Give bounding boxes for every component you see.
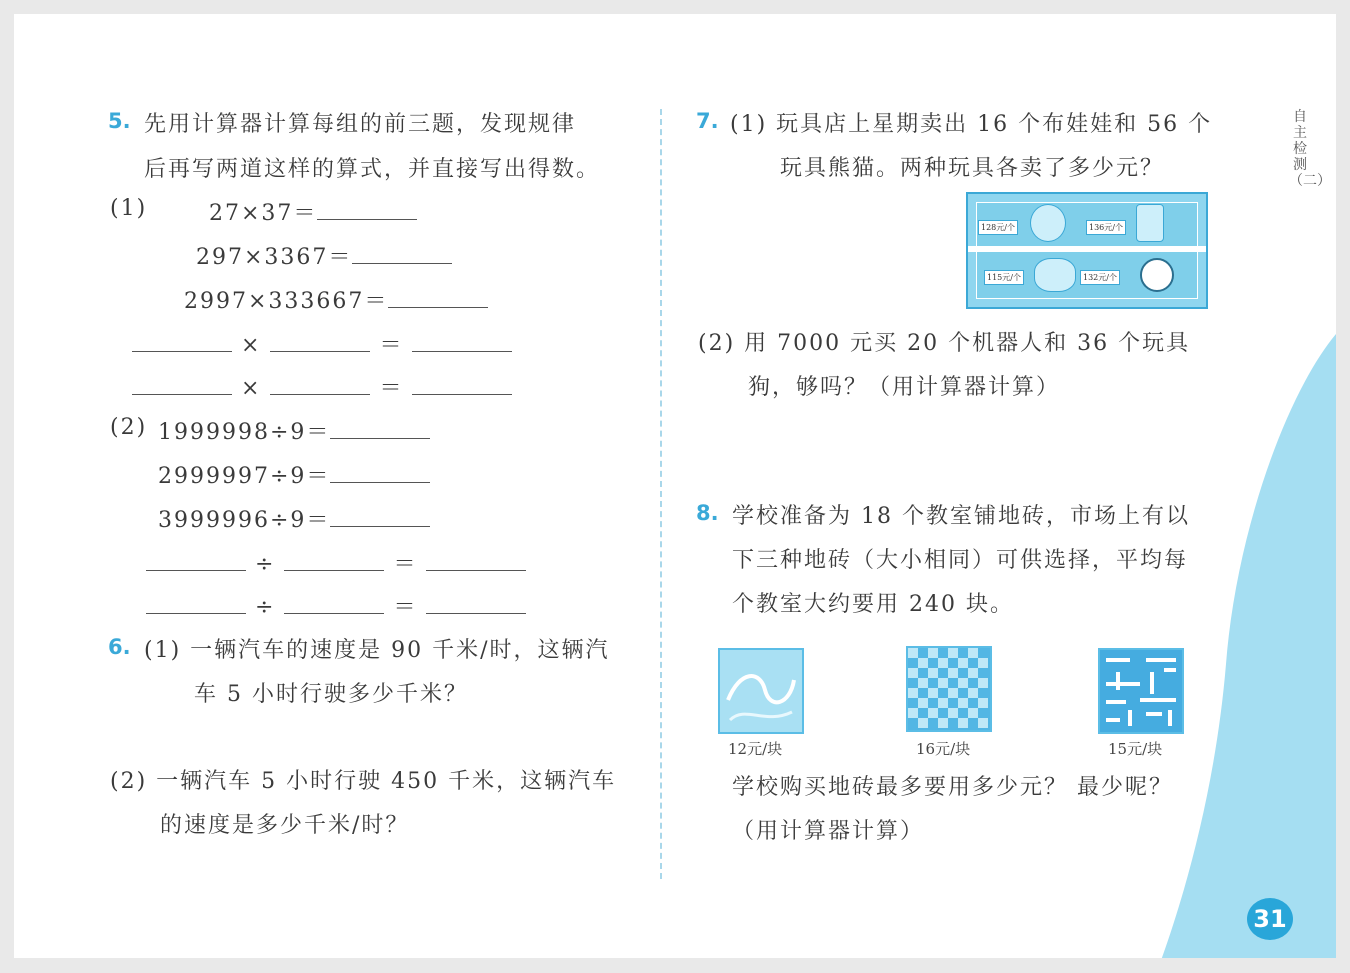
q5-p2-write1: ÷ ＝ bbox=[146, 547, 526, 578]
q5-number: 5. bbox=[108, 109, 131, 133]
q6-p2-line2: 的速度是多少千米/时？ bbox=[160, 813, 410, 838]
q5-part1-label: (1) bbox=[110, 196, 148, 221]
tile-cloud-pattern bbox=[718, 648, 804, 734]
answer-blank[interactable] bbox=[284, 595, 384, 614]
tile-price-1: 12元/块 bbox=[728, 740, 783, 758]
q8-line2: 下三种地砖（大小相同）可供选择，平均每 bbox=[732, 548, 1189, 573]
answer-blank[interactable] bbox=[330, 464, 430, 483]
q6-number: 6. bbox=[108, 635, 131, 659]
q5-p2-item2: 2999997÷9＝ bbox=[158, 459, 430, 490]
q5-p2-item3: 3999996÷9＝ bbox=[158, 503, 430, 534]
answer-blank[interactable] bbox=[426, 595, 526, 614]
q8-question-line2: （用计算器计算） bbox=[732, 819, 925, 844]
q5-p1-item3: 2997×333667＝ bbox=[184, 284, 488, 315]
answer-blank[interactable] bbox=[330, 420, 430, 439]
workbook-page bbox=[14, 14, 1336, 958]
q5-p1-item1: 27×37＝ bbox=[209, 196, 417, 227]
q7-p1-line2: 玩具熊猫。两种玩具各卖了多少元？ bbox=[780, 156, 1165, 181]
answer-blank[interactable] bbox=[284, 552, 384, 571]
robot-icon bbox=[1136, 204, 1164, 242]
q5-p2-item1: 1999998÷9＝ bbox=[158, 415, 430, 446]
q5-line2: 后再写两道这样的算式，并直接写出得数。 bbox=[144, 157, 601, 182]
tile-check-pattern bbox=[906, 646, 992, 732]
answer-blank[interactable] bbox=[146, 552, 246, 571]
q5-p2-write2: ÷ ＝ bbox=[146, 590, 526, 621]
price-tag: 115元/个 bbox=[984, 270, 1024, 285]
price-tag: 128元/个 bbox=[978, 220, 1018, 235]
q5-part2-label: (2) bbox=[110, 415, 148, 440]
toy-dog-icon bbox=[1034, 258, 1076, 292]
q5-p1-write2: × ＝ bbox=[132, 371, 512, 402]
q8-number: 8. bbox=[696, 501, 719, 525]
answer-blank[interactable] bbox=[132, 333, 232, 352]
column-divider bbox=[660, 109, 662, 879]
answer-blank[interactable] bbox=[330, 508, 430, 527]
q8-question-line1: 学校购买地砖最多要用多少元？ 最少呢？ bbox=[732, 775, 1173, 800]
page-number-badge: 31 bbox=[1247, 898, 1293, 940]
tile-price-3: 15元/块 bbox=[1108, 740, 1163, 758]
answer-blank[interactable] bbox=[426, 552, 526, 571]
q8-line3: 个教室大约要用 240 块。 bbox=[732, 592, 1014, 617]
answer-blank[interactable] bbox=[146, 595, 246, 614]
q8-line1: 学校准备为 18 个教室铺地砖，市场上有以 bbox=[732, 504, 1190, 529]
answer-blank[interactable] bbox=[412, 333, 512, 352]
q5-line1: 先用计算器计算每组的前三题，发现规律 bbox=[144, 112, 577, 137]
answer-blank[interactable] bbox=[270, 376, 370, 395]
answer-blank[interactable] bbox=[132, 376, 232, 395]
q6-p1-line2: 车 5 小时行驶多少千米？ bbox=[194, 682, 468, 707]
q7-p1-line1: (1) 玩具店上星期卖出 16 个布娃娃和 56 个 bbox=[730, 112, 1213, 137]
decorative-wave bbox=[1156, 334, 1336, 958]
toy-shelf-image bbox=[966, 192, 1208, 309]
tile-price-2: 16元/块 bbox=[916, 740, 971, 758]
doll-icon bbox=[1030, 204, 1066, 242]
panda-icon bbox=[1140, 258, 1174, 292]
q7-p2-line1: (2) 用 7000 元买 20 个机器人和 36 个玩具 bbox=[698, 331, 1191, 356]
price-tag: 136元/个 bbox=[1086, 220, 1126, 235]
answer-blank[interactable] bbox=[270, 333, 370, 352]
price-tag: 132元/个 bbox=[1080, 270, 1120, 285]
answer-blank[interactable] bbox=[317, 201, 417, 220]
q5-p1-write1: × ＝ bbox=[132, 328, 512, 359]
q5-p1-item2: 297×3367＝ bbox=[196, 240, 452, 271]
section-label: 自主检测（二） bbox=[1289, 109, 1331, 189]
q7-p2-line2: 狗，够吗？（用计算器计算） bbox=[748, 375, 1061, 400]
q6-p2-line1: (2) 一辆汽车 5 小时行驶 450 千米，这辆汽车 bbox=[110, 769, 617, 794]
answer-blank[interactable] bbox=[388, 289, 488, 308]
q7-number: 7. bbox=[696, 109, 719, 133]
q6-p1-line1: (1) 一辆汽车的速度是 90 千米/时，这辆汽 bbox=[144, 638, 610, 663]
answer-blank[interactable] bbox=[412, 376, 512, 395]
answer-blank[interactable] bbox=[352, 245, 452, 264]
tile-maze-pattern bbox=[1098, 648, 1184, 734]
